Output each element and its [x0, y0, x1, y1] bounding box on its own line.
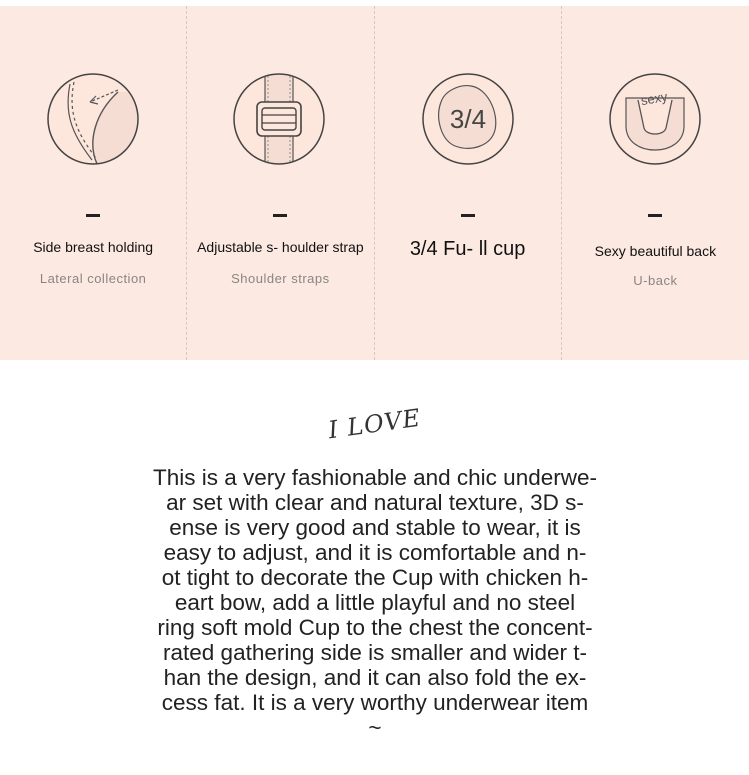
product-description [110, 465, 640, 740]
description-line: easy to adjust, and it is comfortable and n- [163, 540, 587, 565]
description-line: cess fat. It is a very worthy underwear item [161, 690, 589, 715]
feature-title: Adjustable s- houlder strap [197, 239, 364, 255]
features-panel [0, 6, 749, 360]
feature-title: Sexy beautiful back [594, 243, 717, 259]
strap-buckle-icon [232, 72, 326, 166]
description-line: han the design, and it can also fold the ex- [163, 665, 587, 690]
divider-dash [273, 214, 287, 217]
feature-u-back [562, 6, 749, 360]
feature-title: 3/4 Fu- ll cup [409, 238, 526, 260]
divider-dash [86, 214, 100, 217]
feature-subtitle: Shoulder straps [231, 271, 330, 286]
divider-dash [461, 214, 475, 217]
feature-shoulder-strap [187, 6, 374, 360]
cup-icon-label: 3/4 [449, 104, 486, 134]
u-back-icon-label: sexy [639, 88, 669, 109]
description-line: ar set with clear and natural texture, 3D s- [166, 490, 584, 515]
description-line: rated gathering side is smaller and wider t- [163, 640, 587, 665]
side-breast-icon [46, 72, 140, 166]
feature-side-breast [0, 6, 187, 360]
u-back-icon [608, 72, 702, 166]
description-line: eart bow, add a little playful and no steel [174, 590, 576, 615]
feature-full-cup [375, 6, 562, 360]
feature-title: Side breast holding [33, 239, 154, 255]
feature-subtitle: Lateral collection [39, 271, 147, 286]
love-heading [0, 403, 749, 445]
description-line: ense is very good and stable to wear, it is [169, 515, 581, 540]
cup-icon [421, 72, 515, 166]
feature-subtitle: U-back [633, 273, 678, 288]
description-line: ot tight to decorate the Cup with chicken h- [161, 565, 589, 590]
love-heading-text: I LOVE [326, 403, 423, 445]
description-line: ~ [368, 715, 382, 740]
description-line: This is a very fashionable and chic underwe- [153, 465, 597, 490]
description-line: ring soft mold Cup to the chest the concent- [157, 615, 593, 640]
divider-dash [648, 214, 662, 217]
